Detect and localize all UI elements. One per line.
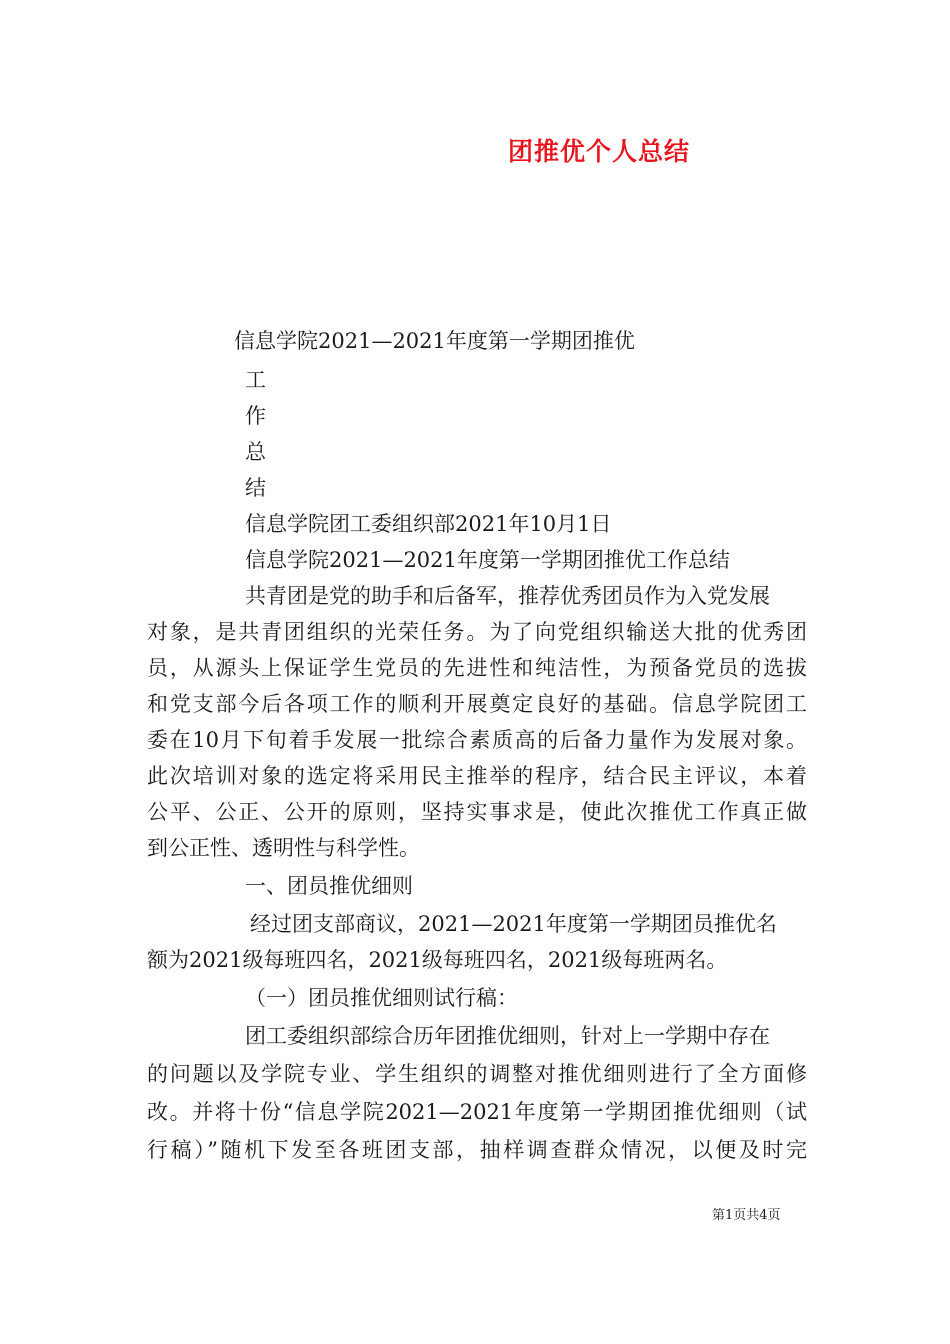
paragraph-line: 到公正性、透明性与科学性。	[147, 836, 420, 860]
org-date-line: 信息学院团工委组织部2021年10月1日	[245, 512, 612, 536]
subtitle: 信息学院2021—2021年度第一学期团推优	[234, 329, 635, 353]
vertical-char: 总	[245, 440, 266, 464]
paragraph-line: 此次培训对象的选定将采用民主推举的程序，结合民主评议，本着	[147, 764, 807, 788]
vertical-char: 作	[245, 404, 266, 428]
document-title: 团推优个人总结	[508, 137, 691, 166]
paragraph-line: 行稿）”随机下发至各班团支部，抽样调查群众情况，以便及时完	[147, 1138, 807, 1162]
vertical-char: 结	[245, 476, 266, 500]
vertical-char: 工	[245, 368, 266, 392]
paragraph-line: 团工委组织部综合历年团推优细则，针对上一学期中存在	[245, 1024, 770, 1048]
section-heading: 一、团员推优细则	[245, 874, 413, 898]
paragraph-line: 对象，是共青团组织的光荣任务。为了向党组织输送大批的优秀团	[147, 620, 807, 644]
subsection-heading: （一）团员推优细则试行稿：	[245, 986, 518, 1010]
section-heading: 信息学院2021—2021年度第一学期团推优工作总结	[245, 548, 730, 572]
paragraph-line: 和党支部今后各项工作的顺利开展奠定良好的基础。信息学院团工	[147, 692, 807, 716]
paragraph-line: 改。并将十份“信息学院2021—2021年度第一学期团推优细则（试	[147, 1100, 807, 1124]
paragraph-line: 委在10月下旬着手发展一批综合素质高的后备力量作为发展对象。	[147, 728, 807, 752]
paragraph-line: 的问题以及学院专业、学生组织的调整对推优细则进行了全方面修	[147, 1062, 807, 1086]
paragraph-line: 经过团支部商议，2021—2021年度第一学期团员推优名	[250, 912, 777, 936]
paragraph-line: 共青团是党的助手和后备军，推荐优秀团员作为入党发展	[245, 584, 770, 608]
paragraph-line: 公平、公正、公开的原则，坚持实事求是，使此次推优工作真正做	[147, 800, 807, 824]
paragraph-line: 员，从源头上保证学生党员的先进性和纯洁性，为预备党员的选拔	[147, 656, 807, 680]
paragraph-line: 额为2021级每班四名，2021级每班四名，2021级每班两名。	[147, 948, 728, 972]
page-number: 第1页共4页	[712, 1208, 781, 1223]
